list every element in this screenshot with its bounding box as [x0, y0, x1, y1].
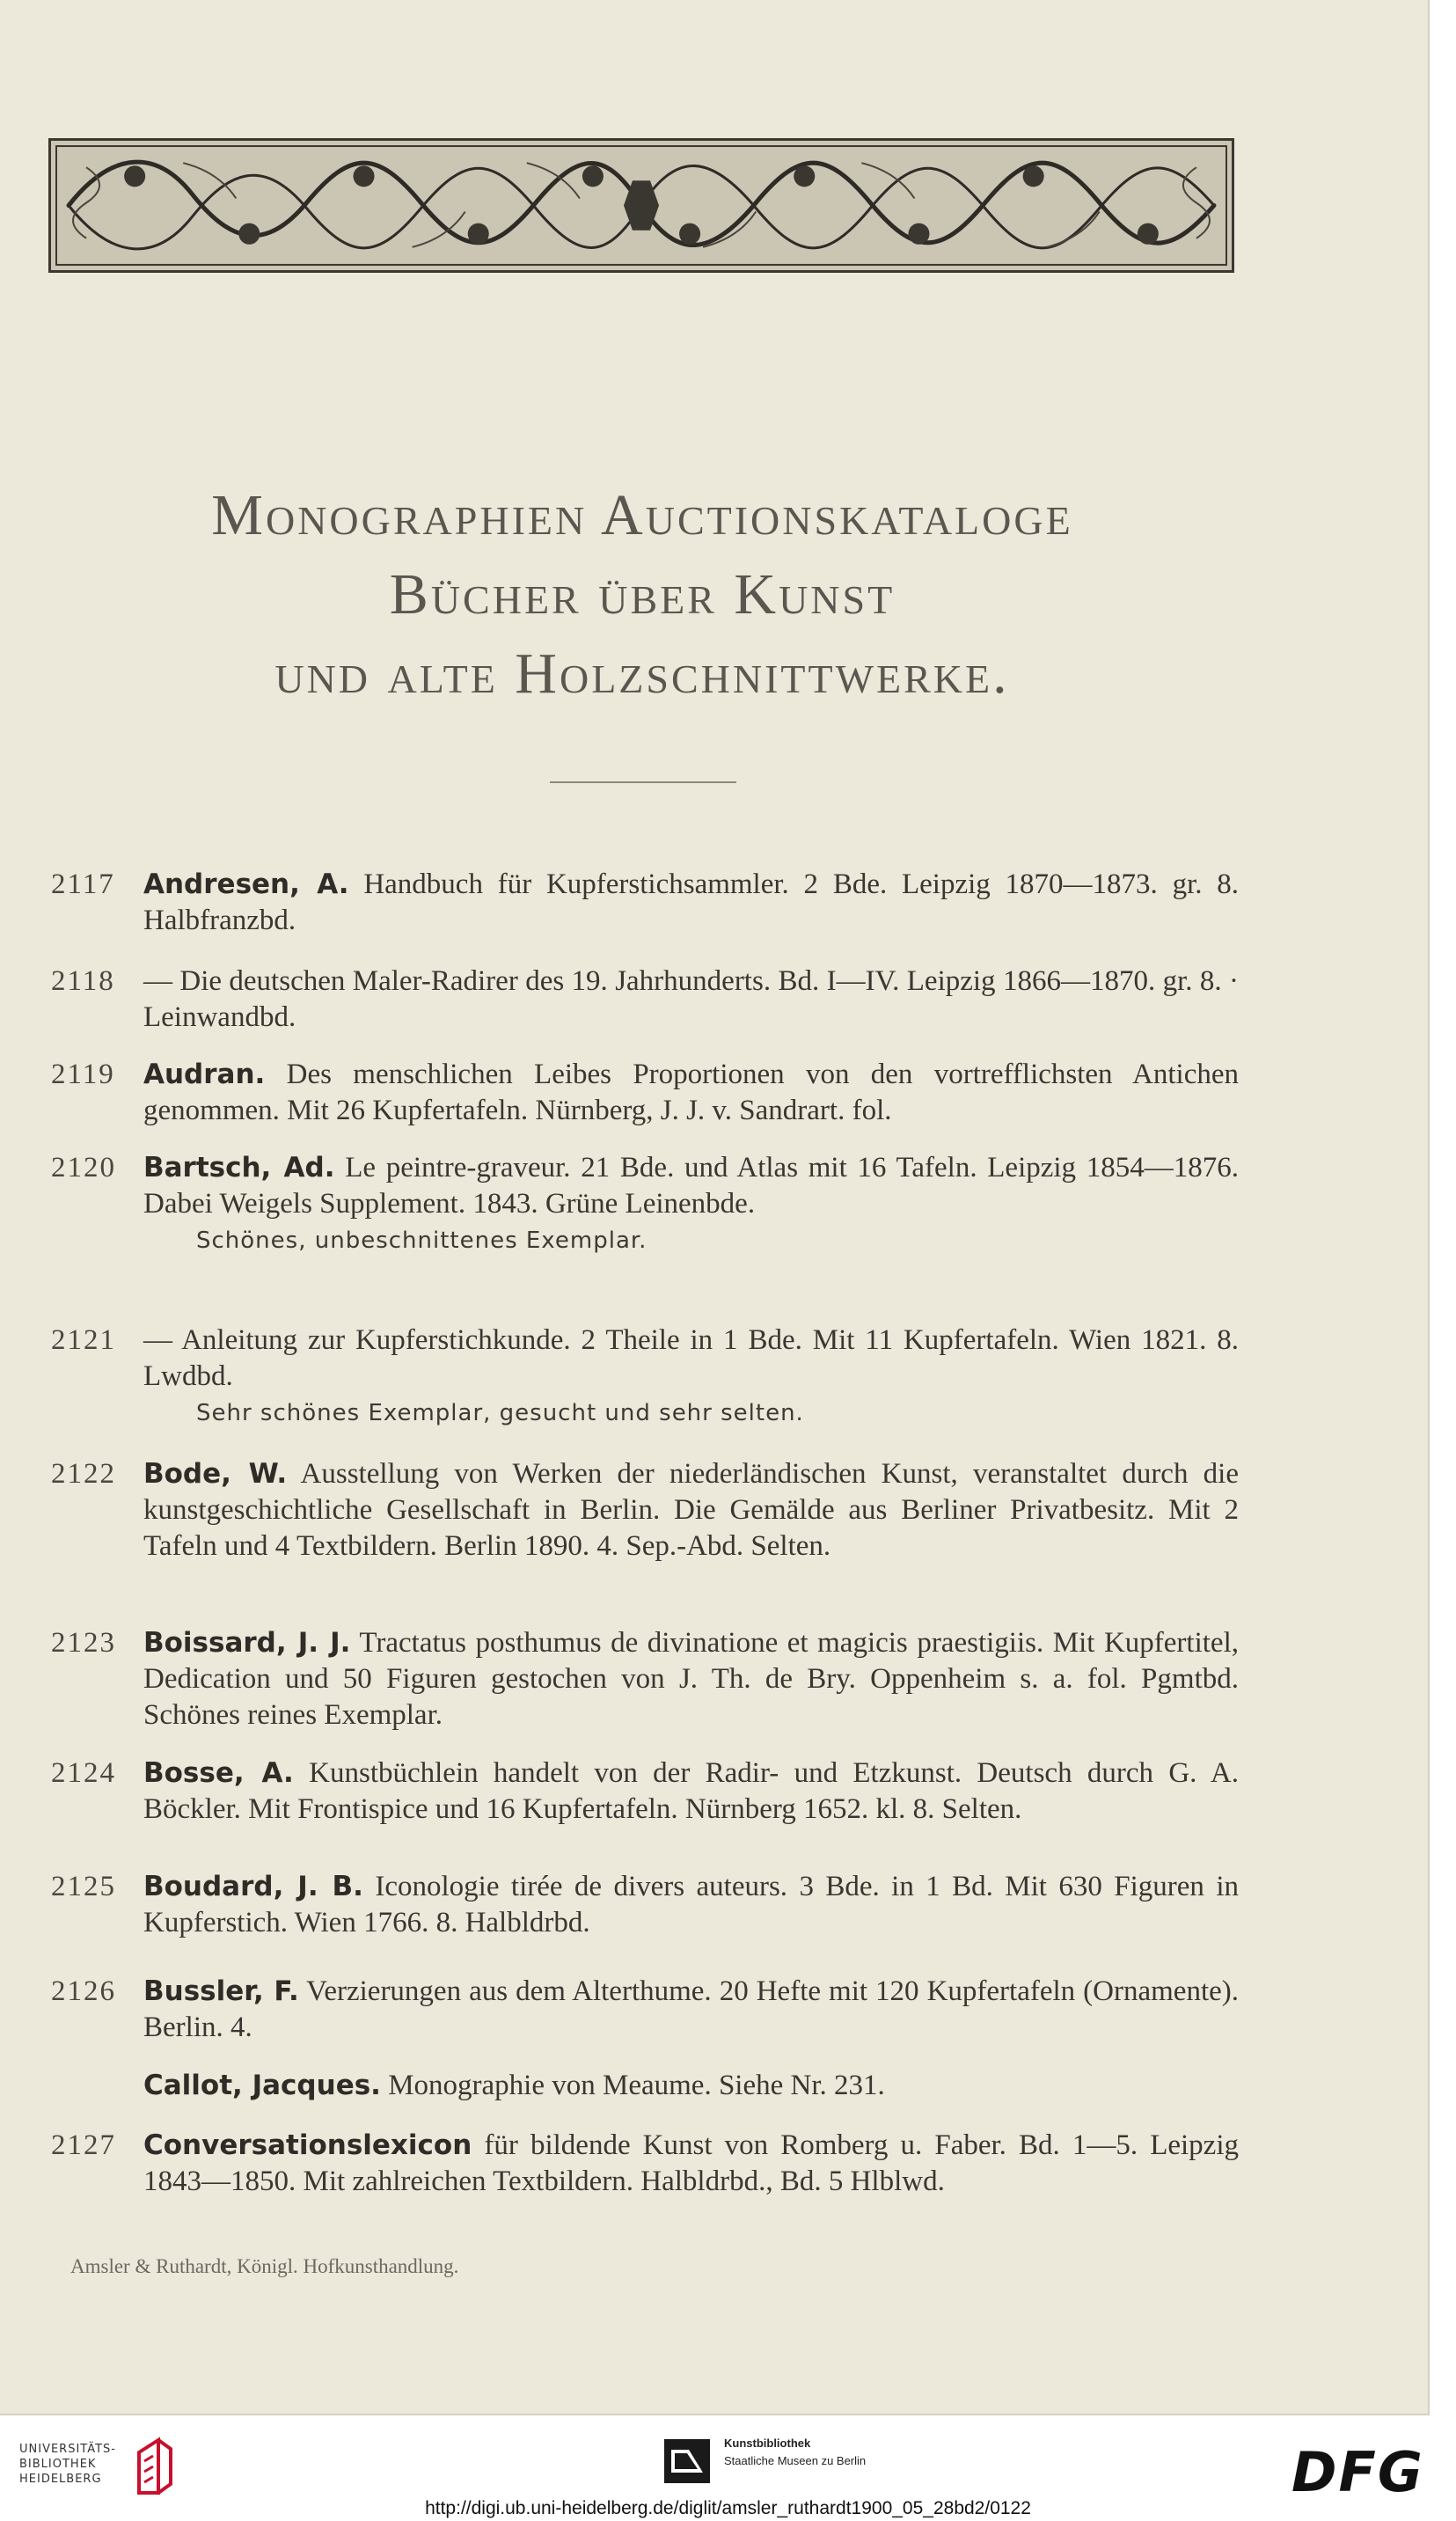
library-title: Kunstbibliothek — [724, 2437, 811, 2450]
entry-text: Des menschlichen Leibes Proportionen von den vortrefflichsten Antichen genommen. Mit 26 Kupfertafeln. Nürnberg, J. J. v. Sandrart. fol. — [143, 1059, 1240, 1126]
entry-text: Monographie von Meaume. Siehe Nr. 231. — [388, 2070, 885, 2101]
entry-text: Verzierungen aus dem Alterthume. 20 Hefte mit 120 Kupfertafeln (Ornamente). Berlin. 4. — [143, 1975, 1240, 2043]
entry-author: Bussler, F. — [143, 1975, 299, 2007]
entry-author: Boudard, J. B. — [143, 1871, 363, 1902]
entry-number: 2121 — [51, 1324, 116, 1356]
heading-line-3: und alte Holzschnittwerke. — [274, 641, 1010, 706]
library-subtitle: Staatliche Museen zu Berlin — [724, 2454, 867, 2467]
entry-number: 2126 — [51, 1975, 116, 2007]
kunstbibliothek-logo-icon — [662, 2437, 712, 2485]
entry-note: Sehr schönes Exemplar, gesucht und sehr selten. — [196, 1400, 804, 1426]
floral-ornament-icon — [51, 141, 1232, 270]
university-line-1: UNIVERSITÄTS- — [19, 2443, 116, 2456]
publisher-imprint: Amsler & Ruthardt, Königl. Hofkunsthandlung. — [70, 2255, 459, 2277]
heading-line-1: Monographien Auctionskataloge — [211, 483, 1073, 547]
source-url[interactable]: http://digi.ub.uni-heidelberg.de/diglit/amsler_ruthardt1900_05_28bd2/0122 — [425, 2498, 1031, 2518]
entry-author: Audran. — [143, 1059, 266, 1090]
entry-number: 2123 — [51, 1627, 116, 1659]
entry-number: 2119 — [51, 1059, 115, 1090]
entry-text: für bildende Kunst von Romberg u. Faber. Bd. 1—5. Leipzig 1843—1850. Mit zahlreichen Textbildern. Halbldrbd., Bd. 5 Hlblwd. — [143, 2129, 1239, 2197]
heading-divider — [550, 781, 736, 783]
entry-author: Boissard, J. J. — [143, 1627, 351, 1659]
entry-text: Iconologie tirée de divers auteurs. 3 Bde. in 1 Bd. Mit 630 Figuren in Kupferstich. Wien 1766. 8. Halbldrbd. — [143, 1871, 1240, 1938]
digitization-footer — [0, 2415, 1456, 2521]
entry-author: Bode, W. — [143, 1458, 288, 1490]
entry-note: Schönes, unbeschnittenes Exemplar. — [196, 1228, 648, 1254]
entry-text: — Die deutschen Maler-Radirer des 19. Jahrhunderts. Bd. I—IV. Leipzig 1866—1870. gr. 8. · Leinwandbd. — [143, 965, 1239, 1033]
entry-number: 2117 — [51, 868, 115, 900]
entry-author: Bosse, A. — [143, 1757, 294, 1789]
entry-number: 2120 — [51, 1152, 116, 1184]
entry-text: Ausstellung von Werken der niederländischen Kunst, veranstaltet durch die kunstgeschichtliche Gesellschaft in Berlin. Die Gemälde aus Berliner Privatbesitz. Mit 2 Tafeln und 4 Textbildern. Berlin 1890. 4. Sep.-Abd. Selten. — [143, 1458, 1239, 1562]
university-logo-icon — [132, 2435, 176, 2498]
entry-number: 2127 — [51, 2129, 116, 2161]
entry-text: Le peintre-graveur. 21 Bde. und Atlas mit 16 Tafeln. Leipzig 1854—1876. Dabei Weigels Supplement. 1843. Grüne Leinenbde. — [143, 1152, 1239, 1220]
kunstbibliothek-label — [724, 2435, 866, 2470]
entry-author: Andresen, A. — [143, 868, 349, 900]
entry-number: 2125 — [51, 1871, 116, 1902]
entry-number: 2124 — [51, 1757, 116, 1789]
dfg-logo: DFG — [1291, 2440, 1424, 2504]
entry-author: Conversationslexicon — [143, 2129, 472, 2161]
heading-line-2: Bücher über Kunst — [389, 562, 896, 627]
entry-author: Callot, Jacques. — [143, 2070, 381, 2101]
entry-text: Kunstbüchlein handelt von der Radir- und Etzkunst. Deutsch durch G. A. Böckler. Mit Frontispice und 16 Kupfertafeln. Nürnberg 1652. kl. 8. Selten. — [143, 1757, 1239, 1825]
entry-text: Tractatus posthumus de divinatione et magicis praestigiis. Mit Kupfertitel, Dedication und 50 Figuren gestochen von J. Th. de Bry. Oppenheim s. a. fol. Pgmtbd. Schönes reines Exemplar. — [143, 1627, 1239, 1731]
entry-author: Bartsch, Ad. — [143, 1152, 335, 1184]
entry-number: 2122 — [51, 1458, 116, 1490]
university-line-3: HEIDELBERG — [19, 2473, 102, 2486]
entry-text: — Anleitung zur Kupferstichkunde. 2 Theile in 1 Bde. Mit 11 Kupfertafeln. Wien 1821. 8. Lwdbd. — [143, 1324, 1239, 1392]
ornamental-header-band — [48, 138, 1234, 273]
university-line-2: BIBLIOTHEK — [19, 2458, 97, 2471]
entry-number: 2118 — [51, 965, 115, 997]
entry-text: Handbuch für Kupferstichsammler. 2 Bde. Leipzig 1870—1873. gr. 8. Halbfranzbd. — [143, 868, 1239, 936]
